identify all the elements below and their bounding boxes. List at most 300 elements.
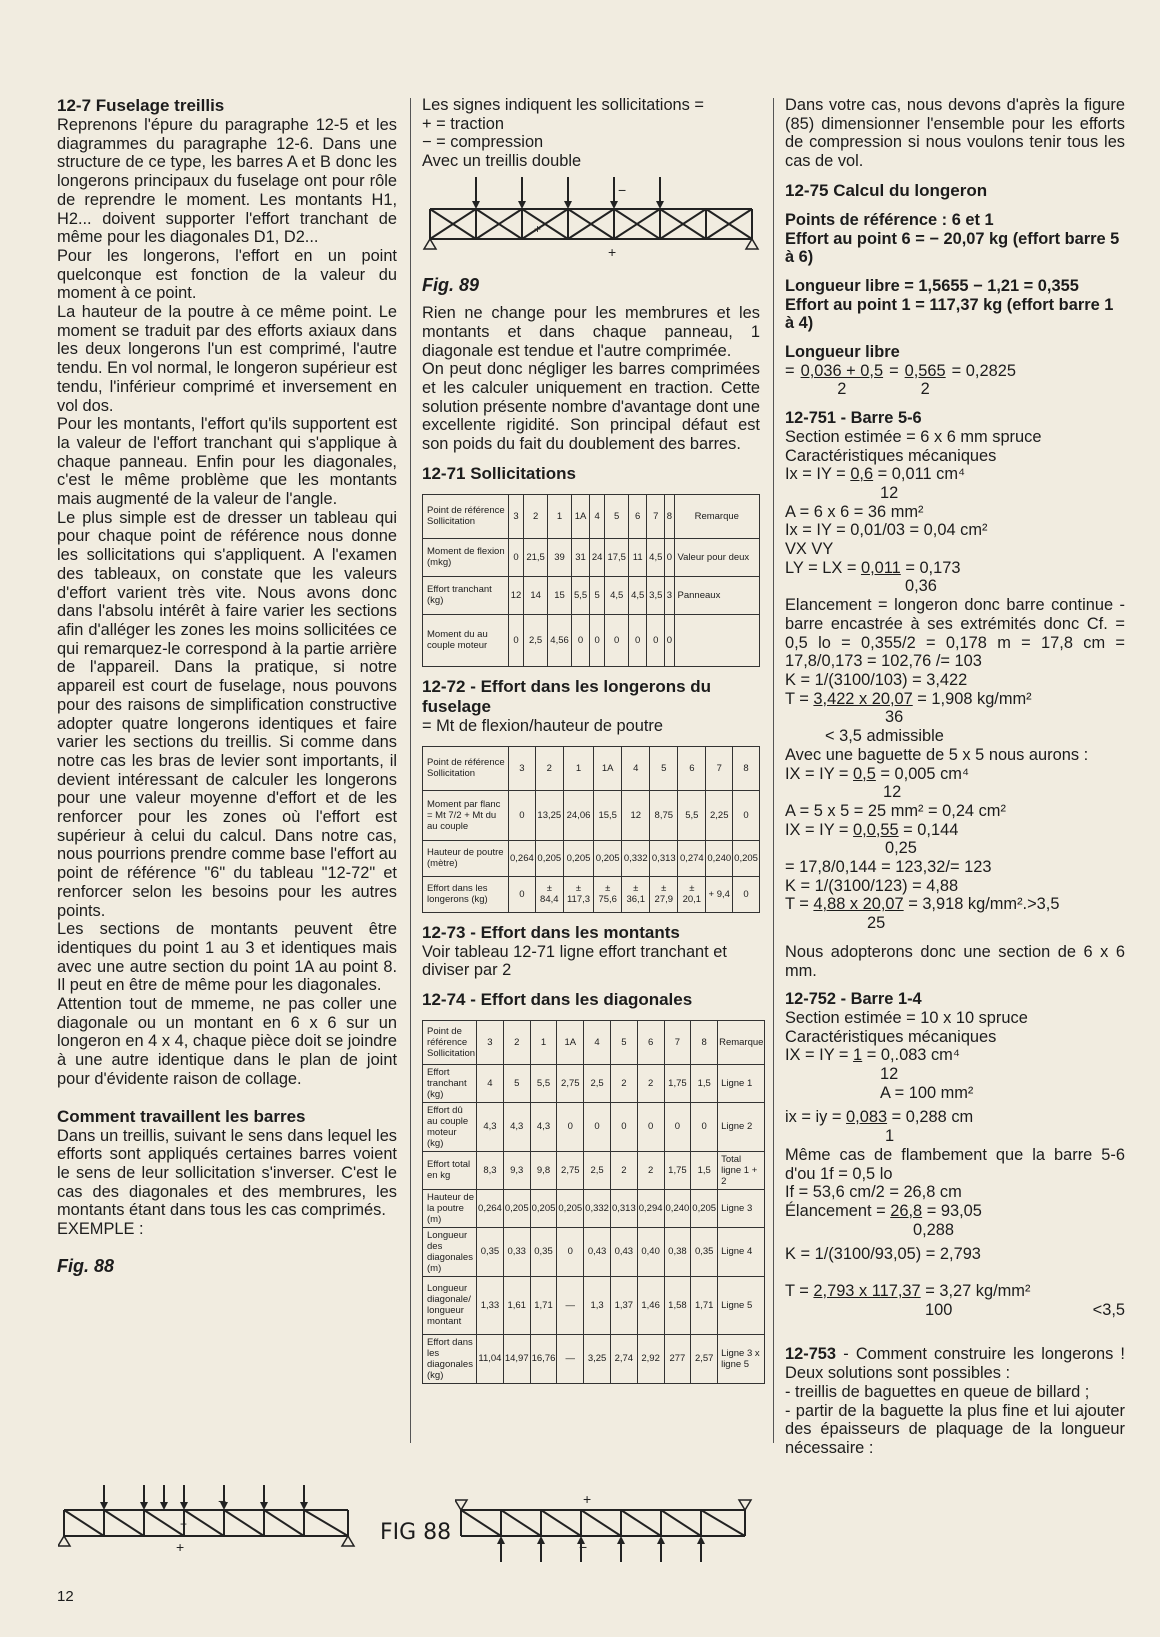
table-cell: 5,5	[572, 576, 590, 614]
frac-num: 0,036 + 0,5	[800, 361, 884, 380]
frac-den: 12	[880, 483, 899, 502]
paragraph: Dans votre cas, nous devons d'après la figure (85) dimensionner l'ensemble pour les efforts de compression si nous voulons tenir tous les cas de vol.	[785, 96, 1125, 171]
svg-text:−: −	[618, 181, 627, 198]
table-cell: 2,75	[557, 1064, 584, 1102]
table-cell: 5,5	[530, 1064, 557, 1102]
paragraph: Les sections de montants peuvent être identiques du point 1 au 3 et identiques mais avec une autre section du point 1A au point 8. Il peut en être de même pour les diagonales.	[57, 920, 397, 995]
figure-caption-89: Fig. 89	[422, 274, 480, 295]
table-cell: 39	[548, 538, 572, 576]
table-cell: 0,38	[664, 1227, 691, 1276]
row-label: Moment de flexion (mkg)	[423, 538, 509, 576]
table-cell: 0	[509, 876, 536, 912]
table-cell: 0,205	[557, 1189, 584, 1227]
table-head: 4	[584, 1020, 611, 1064]
frac-den: 12	[883, 783, 902, 802]
table-cell: 0	[733, 876, 760, 912]
table-header-row	[423, 1020, 765, 1064]
frac-num: 4,88 x 20,07	[813, 895, 904, 914]
table-cell: ± 117,3	[563, 876, 593, 912]
table-remark: Total ligne 1 + 2	[718, 1151, 765, 1189]
table-cell: 0,40	[637, 1227, 664, 1276]
paragraph: Nous adopterons donc une section de 6 x 6 mm.	[785, 942, 1125, 980]
table-cell: 0,313	[650, 840, 678, 876]
table-cell: 2,75	[557, 1151, 584, 1189]
formula-line: K = 1/(3100/103) = 3,422	[785, 670, 968, 689]
table-cell: 0,274	[678, 840, 706, 876]
table-head: 6	[637, 1020, 664, 1064]
fig-89-double-truss	[422, 171, 760, 271]
table-cell: 5	[590, 576, 605, 614]
signs-minus: − = compression	[422, 133, 544, 152]
table-remark: Ligne 5	[718, 1276, 765, 1334]
formula-line	[785, 690, 1125, 709]
table-cell: 0	[610, 1102, 637, 1151]
table-head: 2	[535, 746, 563, 790]
text: = 93,05	[922, 1201, 982, 1220]
table-row	[423, 790, 760, 840]
table-cell: 0	[557, 1227, 584, 1276]
table-cell: 2	[637, 1064, 664, 1102]
table-head: 5	[610, 1020, 637, 1064]
table-head: Remarque	[718, 1020, 765, 1064]
row-label: Hauteur de poutre (mètre)	[423, 840, 509, 876]
formula-line: VX VY	[785, 540, 834, 559]
table-cell: 2	[637, 1151, 664, 1189]
table-head: 3	[509, 746, 536, 790]
formula-line: = 17,8/0,144 = 123,32/= 123	[785, 858, 992, 877]
table-cell: 0	[637, 1102, 664, 1151]
table-cell: 0,240	[664, 1189, 691, 1227]
table-cell: 14	[524, 576, 548, 614]
paragraph: Voir tableau 12-71 ligne effort tranchant et diviser par 2	[422, 942, 727, 980]
table-corner: Point de référence Sollicitation	[423, 1020, 477, 1064]
frac-num: 2,793 x 117,37	[813, 1282, 921, 1301]
formula-line	[785, 465, 1125, 484]
table-remark: Ligne 3	[718, 1189, 765, 1227]
formula-line: < 3,5 admissible	[825, 727, 944, 746]
table-cell: 1,71	[691, 1276, 718, 1334]
section-title-12-753: 12-753	[785, 1345, 837, 1364]
table-cell: 4,3	[503, 1102, 530, 1151]
table-cell: 2	[610, 1151, 637, 1189]
frac-num: 3,422 x 20,07	[813, 689, 913, 708]
table-cell: 5,5	[678, 790, 706, 840]
row-label: Effort dans les diagonales (kg)	[423, 1334, 477, 1383]
longueur-libre-1: Longueur libre = 1,5655 − 1,21 = 0,355	[785, 276, 1079, 295]
text: = 3,918 kg/mm².>3,5	[903, 895, 1060, 914]
text: IX = IY =	[785, 764, 854, 783]
page-number: 12	[57, 1588, 74, 1605]
column-3	[785, 96, 1125, 1458]
table-head: 5	[650, 746, 678, 790]
svg-text:+: +	[176, 1539, 185, 1555]
table-head: 1A	[594, 746, 622, 790]
text: T =	[785, 689, 814, 708]
table-cell: 0,43	[584, 1227, 611, 1276]
paragraph: Reprenons l'épure du paragraphe 12-5 et les diagrammes du paragraphe 12-6. Dans une structure de ce type, les barres A et B donc les longerons principaux du fuselage ont pour rôle de reprendre le moment. Les montants H1, H2... doivent supporter l'effort tranchant de même pour les diagonales D1, D2...	[57, 116, 397, 247]
table-head: 1	[563, 746, 593, 790]
row-label: Effort total en kg	[423, 1151, 477, 1189]
text: = 0,.083 cm⁴	[862, 1046, 960, 1065]
frac-den: 0,288	[913, 1220, 955, 1239]
table-cell: 12	[622, 790, 650, 840]
table-cell: 1,37	[610, 1276, 637, 1334]
fig-88-handwritten-label: FIG 88	[380, 1520, 452, 1545]
formula-line: A = 5 x 5 = 25 mm² = 0,24 cm²	[785, 801, 1006, 820]
section-title-12-71: 12-71 Sollicitations	[422, 463, 576, 483]
paragraph: On peut donc négliger les barres comprimées et les calculer uniquement en traction. Cette solution présente nombre d'avantage dont une excellente rigidité. Son principal défaut est son poids du fait du doublement des barres.	[422, 360, 760, 454]
table-row	[423, 840, 760, 876]
table-head: 4	[590, 494, 605, 538]
table-head: 6	[678, 746, 706, 790]
formula-line	[785, 1108, 1125, 1127]
table-corner: Point de référence Sollicitation	[423, 494, 509, 538]
table-cell: 1,5	[691, 1151, 718, 1189]
table-cell: 21,5	[524, 538, 548, 576]
table-head: Remarque	[674, 494, 759, 538]
table-cell: 0	[584, 1102, 611, 1151]
text: - Comment construire les longerons ! Deux solutions sont possibles :	[785, 1345, 1125, 1383]
section-title-12-7: 12-7 Fuselage treillis	[57, 96, 225, 115]
table-remark: Ligne 2	[718, 1102, 765, 1151]
table-header-row	[423, 746, 760, 790]
frac-den: 12	[880, 1065, 899, 1084]
table-cell: 3	[665, 576, 674, 614]
table-cell: + 9,4	[706, 876, 733, 912]
table-head: 6	[629, 494, 647, 538]
table-cell: 0	[691, 1102, 718, 1151]
row-label: Effort dans les longerons (kg)	[423, 876, 509, 912]
table-cell: 2,92	[637, 1334, 664, 1383]
table-head: 1A	[572, 494, 590, 538]
formula-line	[785, 559, 1125, 578]
table-cell: 0,33	[503, 1227, 530, 1276]
table-cell: 4,5	[605, 576, 629, 614]
table-remark: Ligne 3 x ligne 5	[718, 1334, 765, 1383]
table-cell: 4,5	[629, 576, 647, 614]
table-cell: 17,5	[605, 538, 629, 576]
table-cell: 0,264	[477, 1189, 504, 1227]
table-cell: 1,61	[503, 1276, 530, 1334]
table-cell: 4,56	[548, 614, 572, 666]
text: = 1,908 kg/mm²	[912, 689, 1032, 708]
paragraph	[785, 1345, 1125, 1382]
table-remark: Ligne 4	[718, 1227, 765, 1276]
formula-line	[785, 895, 1125, 914]
table-cell: 0	[647, 614, 665, 666]
svg-text:−: −	[218, 1493, 227, 1509]
ref-points: Points de référence : 6 et 1	[785, 210, 994, 229]
section-title-12-72: 12-72 - Effort dans les longerons du fuselage	[422, 676, 712, 716]
table-cell: 1,58	[664, 1276, 691, 1334]
table-row	[423, 876, 760, 912]
table-corner: Point de référence Sollicitation	[423, 746, 509, 790]
table-cell: 1,75	[664, 1064, 691, 1102]
table-cell: —	[557, 1334, 584, 1383]
table-12-74	[422, 1020, 765, 1384]
table-cell: 0,205	[594, 840, 622, 876]
table-cell: 1,3	[584, 1276, 611, 1334]
formula-line: Elancement = longeron donc barre continue - barre encastrée à ses extrémités donc Cf. = 0,5 lo = 0,355/2 = 0,178 m = 17,8 cm = 17,8/0,173 = 102,76 /= 103	[785, 596, 1125, 671]
table-remark: Ligne 1	[718, 1064, 765, 1102]
frac-den: 2	[920, 380, 930, 399]
ll-result: = 0,2825	[951, 361, 1016, 380]
formula-line: A = 100 mm²	[880, 1083, 974, 1102]
table-cell: 0,205	[530, 1189, 557, 1227]
frac-den: 1	[885, 1127, 895, 1146]
text: Ix = IY =	[785, 465, 851, 484]
row-label: Moment par flanc = Mt 7/2 + Mt du au couple	[423, 790, 509, 840]
table-cell: 0,240	[706, 840, 733, 876]
table-head: 8	[691, 1020, 718, 1064]
row-label: Hauteur de la poutre (m)	[423, 1189, 477, 1227]
row-label: Effort tranchant (kg)	[423, 576, 509, 614]
table-cell: 277	[664, 1334, 691, 1383]
text: T =	[785, 895, 814, 914]
table-cell: 1,33	[477, 1276, 504, 1334]
formula-line: If = 53,6 cm/2 = 26,8 cm	[785, 1183, 962, 1202]
table-row	[423, 1227, 765, 1276]
fig-88-truss-left	[58, 1480, 358, 1560]
formula-line: Même cas de flambement que la barre 5-6 d'ou 1f = 0,5 lo	[785, 1145, 1125, 1183]
signs-intro: Les signes indiquent les sollicitations =	[422, 96, 704, 114]
table-cell: 0	[509, 538, 524, 576]
table-cell: 0,205	[535, 840, 563, 876]
table-row	[423, 1334, 765, 1383]
table-head: 2	[503, 1020, 530, 1064]
formula-line	[785, 1046, 1125, 1065]
row-label: Longueur des diagonales (m)	[423, 1227, 477, 1276]
table-cell: 1,71	[530, 1276, 557, 1334]
text: ix = iy =	[785, 1108, 847, 1127]
formula-line: <3,5	[1092, 1300, 1125, 1319]
list-item: - treillis de baguettes en queue de billard ;	[785, 1382, 1090, 1401]
text: = 3,27 kg/mm²	[920, 1282, 1031, 1301]
subtitle-barres: Comment travaillent les barres	[57, 1106, 306, 1126]
table-cell: 3,5	[647, 576, 665, 614]
text: T =	[785, 1282, 814, 1301]
text: IX = IY =	[785, 1046, 854, 1065]
table-remark: Panneaux	[674, 576, 759, 614]
table-cell: 15	[548, 576, 572, 614]
formula-line: A = 6 x 6 = 36 mm²	[785, 502, 924, 521]
frac-den: 25	[867, 914, 886, 933]
formula-line: Caractéristiques mécaniques	[785, 1027, 997, 1046]
section-title-12-74: 12-74 - Effort dans les diagonales	[422, 989, 693, 1009]
table-12-72	[422, 746, 760, 913]
row-label: Effort dû au couple moteur (kg)	[423, 1102, 477, 1151]
table-cell: 14,97	[503, 1334, 530, 1383]
text: = 0,005 cm⁴	[875, 764, 969, 783]
table-head: 7	[664, 1020, 691, 1064]
table-cell: 4,5	[647, 538, 665, 576]
table-cell: ± 84,4	[535, 876, 563, 912]
table-cell: 0,35	[477, 1227, 504, 1276]
svg-text:−: −	[579, 1539, 588, 1555]
signs-plus: + = traction	[422, 114, 505, 133]
effort-point-6: Effort au point 6 = − 20,07 kg (effort barre 5 à 6)	[785, 229, 1120, 267]
table-cell: 0	[590, 614, 605, 666]
table-cell: 0,35	[691, 1227, 718, 1276]
formula-line	[785, 1282, 1125, 1301]
section-title-12-751: 12-751 - Barre 5-6	[785, 409, 922, 428]
section-title-12-752: 12-752 - Barre 1-4	[785, 990, 922, 1009]
table-cell: 0	[509, 790, 536, 840]
table-head: 3	[509, 494, 524, 538]
paragraph: Pour les montants, l'effort qu'ils supportent est la valeur de l'effort tranchant qui s'applique à chaque panneau. Enfin pour les diagonales, c'est le même problème que les montants mais augmenté de la valeur de l'angle.	[57, 415, 397, 509]
column-2	[422, 96, 764, 1384]
table-row	[423, 1064, 765, 1102]
frac-num: 1	[853, 1046, 863, 1065]
fig-88-truss-right	[455, 1490, 755, 1570]
text: = 0,173	[900, 558, 961, 577]
table-cell: 0	[509, 614, 524, 666]
table-cell: 13,25	[535, 790, 563, 840]
table-cell: 11,04	[477, 1334, 504, 1383]
table-cell: 31	[572, 538, 590, 576]
double-truss-label: Avec un treillis double	[422, 152, 582, 171]
table-cell: 8,3	[477, 1151, 504, 1189]
text: = 0,288 cm	[887, 1108, 974, 1127]
paragraph: Dans un treillis, suivant le sens dans lequel les efforts sont appliqués certaines barres voient le sens de leur sollicitation s'inverser. C'est le cas des diagonales et des membrures, les montants étant dans tous les cas comprimés.	[57, 1126, 397, 1220]
table-remark: Valeur pour deux	[674, 538, 759, 576]
text: LY = LX =	[785, 558, 861, 577]
table-head: 7	[706, 746, 733, 790]
frac-den: 100	[925, 1300, 953, 1319]
table-row	[423, 1189, 765, 1227]
table-cell: 5	[503, 1064, 530, 1102]
table-remark	[674, 614, 759, 666]
table-head: 2	[524, 494, 548, 538]
frac-num: 26,8	[890, 1201, 923, 1220]
table-cell: 0	[733, 790, 760, 840]
text: = 0,011 cm⁴	[873, 465, 966, 484]
table-cell: 1,46	[637, 1276, 664, 1334]
formula-line	[785, 821, 1125, 840]
table-row	[423, 614, 760, 666]
table-cell: 0	[664, 1102, 691, 1151]
formula-line: Caractéristiques mécaniques	[785, 446, 997, 465]
table-cell: 0,294	[637, 1189, 664, 1227]
table-cell: 0	[557, 1102, 584, 1151]
frac-den: 2	[837, 380, 847, 399]
table-cell: 0	[629, 614, 647, 666]
table-row	[423, 538, 760, 576]
example-label: EXEMPLE :	[57, 1220, 144, 1239]
svg-text:+: +	[534, 221, 542, 236]
column-1	[57, 96, 397, 1275]
paragraph: Le plus simple est de dresser un tableau qui pour chaque point de référence nous donne les sollicitations qui s'appliquent. A l'examen des tableaux, on constate que les valeurs d'effort varient très vite. Nous avons donc dans l'absolu intérêt à faire varier les sections afin d'alléger les zones les moins sollicitées ce qui remarquez-le correspond à la partie arrière de l'appareil. Dans la pratique, si notre appareil est court de fuselage, nous pouvons pour des raisons de simplification constructive adopter quatre longerons identiques et faire varier les sections du treillis. Si comme dans notre cas les bras de levier sont importants, il devient intéressant de calculer les longerons pour une valeur moyenne d'effort et de les renforcer pour les zones où l'effort est supérieur à celui du calcul. Dans notre cas, nous pourrions prendre comme base l'effort au point de référence "6" du tableau "12-72" et renforcer selon les besoins pour les autres points.	[57, 508, 397, 920]
frac-num: 0,5	[853, 764, 876, 783]
formula-line: K = 1/(3100/123) = 4,88	[785, 876, 959, 895]
table-cell: 0	[605, 614, 629, 666]
row-label: Longueur diagonale/ longueur montant	[423, 1276, 477, 1334]
row-label: Moment du au couple moteur	[423, 614, 509, 666]
row-label: Effort tranchant (kg)	[423, 1064, 477, 1102]
text: = 0,144	[898, 820, 959, 839]
table-cell: ± 75,6	[594, 876, 622, 912]
paragraph: Rien ne change pour les membrures et les montants et dans chaque panneau, 1 diagonale est tendue et l'autre comprimée.	[422, 304, 760, 360]
frac-den: 36	[885, 708, 904, 727]
frac-num: 0,0,55	[853, 820, 899, 839]
table-cell: 2,5	[584, 1151, 611, 1189]
table-head: 1A	[557, 1020, 584, 1064]
text: IX = IY =	[785, 820, 854, 839]
table-row	[423, 1151, 765, 1189]
formula-line: Avec une baguette de 5 x 5 nous aurons :	[785, 745, 1089, 764]
table-head: 1	[548, 494, 572, 538]
table-head: 8	[733, 746, 760, 790]
table-cell: 2,74	[610, 1334, 637, 1383]
formula-line: Section estimée = 6 x 6 mm spruce	[785, 427, 1042, 446]
table-cell: 0,332	[622, 840, 650, 876]
table-cell: ± 36,1	[622, 876, 650, 912]
table-cell: 0,35	[530, 1227, 557, 1276]
formula-line: Section estimée = 10 x 10 spruce	[785, 1008, 1028, 1027]
figure-caption-88: Fig. 88	[57, 1255, 115, 1276]
table-header-row	[423, 494, 760, 538]
longueur-libre-formula: = $\frac{0,036 + 0,5}{2}$ = $\frac{0,565}{2}$ = 0,2825	[785, 361, 1016, 399]
table-cell: 0,264	[509, 840, 536, 876]
table-cell: 2,57	[691, 1334, 718, 1383]
table-cell: 9,8	[530, 1151, 557, 1189]
frac-num: 0,6	[850, 465, 874, 484]
table-head: 3	[477, 1020, 504, 1064]
table-cell: 2,5	[524, 614, 548, 666]
table-cell: 24,06	[563, 790, 593, 840]
table-cell: 15,5	[594, 790, 622, 840]
frac-num: 0,011	[860, 558, 901, 577]
section-title-12-73: 12-73 - Effort dans les montants	[422, 922, 680, 942]
table-head: 1	[530, 1020, 557, 1064]
frac-num: 0,565	[904, 361, 946, 380]
table-cell: 2,5	[584, 1064, 611, 1102]
table-head: 8	[665, 494, 674, 538]
table-cell: 0	[665, 614, 674, 666]
frac-den: 0,36	[905, 577, 937, 596]
effort-point-1: Effort au point 1 = 117,37 kg (effort barre 1 à 4)	[785, 295, 1114, 333]
table-cell: 2,25	[706, 790, 733, 840]
table-cell: 11	[629, 538, 647, 576]
table-cell: 4	[477, 1064, 504, 1102]
table-head: 4	[622, 746, 650, 790]
table-cell: 24	[590, 538, 605, 576]
table-head: 7	[647, 494, 665, 538]
table-row	[423, 1102, 765, 1151]
table-cell: —	[557, 1276, 584, 1334]
table-cell: 9,3	[503, 1151, 530, 1189]
formula-line: K = 1/(3100/93,05) = 2,793	[785, 1245, 981, 1264]
table-cell: 4,3	[477, 1102, 504, 1151]
table-cell: 4,3	[530, 1102, 557, 1151]
table-row	[423, 576, 760, 614]
table-cell: 2	[610, 1064, 637, 1102]
table-cell: 1,5	[691, 1064, 718, 1102]
table-cell: ± 20,1	[678, 876, 706, 912]
table-cell: 0,43	[610, 1227, 637, 1276]
paragraph: Pour les longerons, l'effort en un point quelconque est fonction de la valeur du moment à ce point.	[57, 246, 397, 303]
paragraph: La hauteur de la poutre à ce même point. Le moment se traduit par des efforts axiaux dans les deux longerons l'un est comprimé, l'autre tendu. En vol normal, le longeron supérieur est tendu, l'inférieur comprimé et inversement en vol dos.	[57, 303, 397, 415]
section-title-12-75: 12-75 Calcul du longeron	[785, 180, 988, 200]
list-item: - partir de la baguette la plus fine et lui ajouter des épaisseurs de plaquage de la longueur nécessaire :	[785, 1401, 1125, 1457]
paragraph: Attention tout de mmeme, ne pas coller une diagonale ou un montant en 6 x 6 sur un longeron en 4 x 4, chaque pièce doit se joindre à une autre identique dans le plan de joint pour d'évidente raison de collage.	[57, 995, 397, 1088]
table-12-71	[422, 494, 760, 667]
table-cell: 12	[509, 576, 524, 614]
table-head: 5	[605, 494, 629, 538]
table-cell: 1,75	[664, 1151, 691, 1189]
table-cell: 8,75	[650, 790, 678, 840]
table-cell: 0,313	[610, 1189, 637, 1227]
